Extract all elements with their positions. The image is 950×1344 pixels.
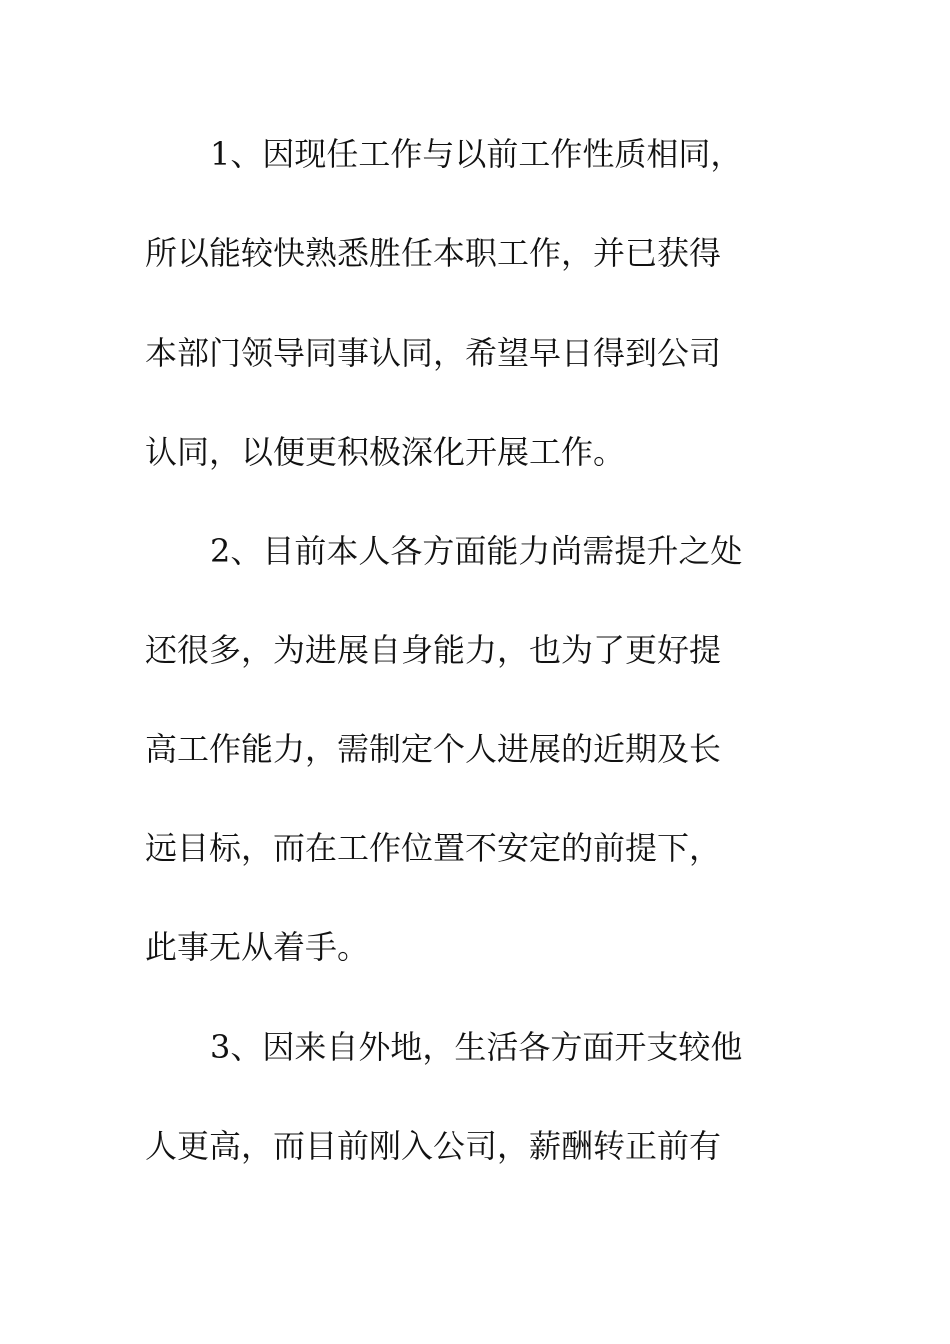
- paragraph-2-line-5: 此事无从着手。: [145, 928, 370, 966]
- paragraph-3-line-2: 人更高，而目前刚入公司，薪酬转正前有: [145, 1127, 722, 1165]
- paragraph-1-line-2: 所以能较快熟悉胜任本职工作，并已获得: [145, 234, 722, 272]
- paragraph-2-line-3: 高工作能力，需制定个人进展的近期及长: [145, 730, 722, 768]
- paragraph-1-line-3: 本部门领导同事认同，希望早日得到公司: [145, 334, 722, 372]
- paragraph-2-line-4: 远目标，而在工作位置不安定的前提下，: [145, 829, 722, 867]
- paragraph-2-line-1: 2、目前本人各方面能力尚需提升之处: [210, 532, 743, 570]
- paragraph-3-line-1: 3、因来自外地，生活各方面开支较他: [210, 1028, 743, 1066]
- paragraph-1-line-1: 1、因现任工作与以前工作性质相同，: [210, 135, 743, 173]
- paragraph-2-line-2: 还很多，为进展自身能力，也为了更好提: [145, 631, 722, 669]
- paragraph-1-line-4: 认同，以便更积极深化开展工作。: [145, 433, 626, 471]
